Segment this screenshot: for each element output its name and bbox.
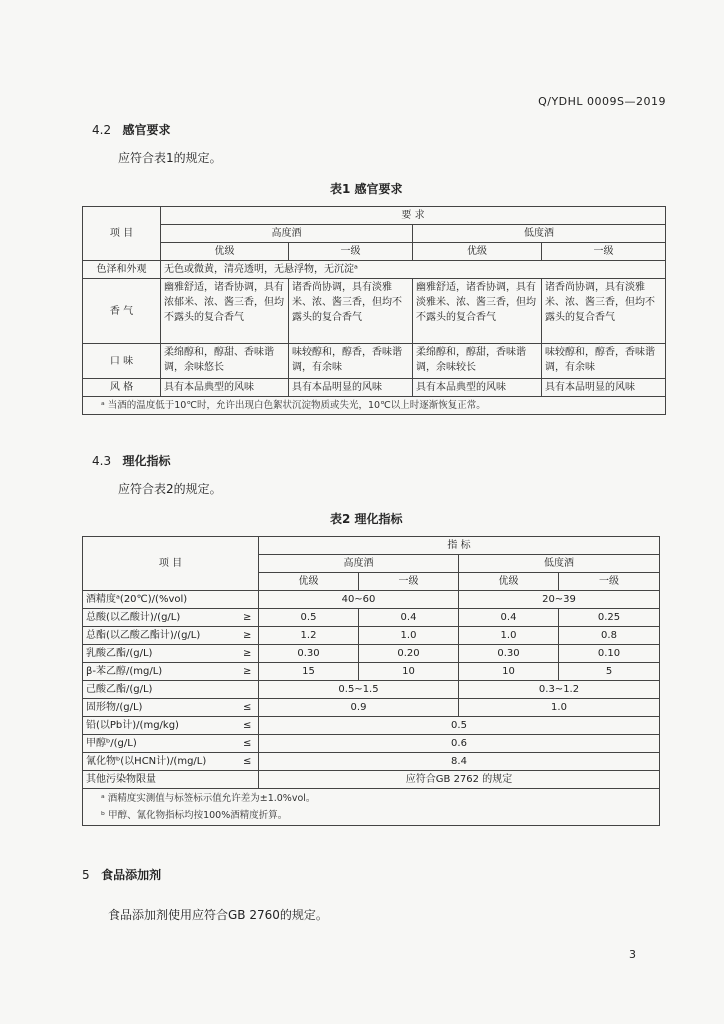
row-op: ≤: [237, 753, 259, 771]
row-item: 总酯(以乙酸乙酯计)/(g/L): [83, 627, 237, 645]
grade-a-header: 优级: [459, 573, 559, 591]
cell: 1.0: [459, 699, 660, 717]
col-item-header: 项 目: [83, 207, 161, 261]
high-alcohol-header: 高度酒: [161, 225, 413, 243]
cell: 0.5: [259, 717, 660, 735]
row-op: ≥: [237, 627, 259, 645]
row-op: ≤: [237, 717, 259, 735]
section-number: 4.2: [92, 123, 112, 137]
section-5-text: 食品添加剂使用应符合GB 2760的规定。: [108, 908, 328, 922]
table-note-b: ᵇ 甲醇、氰化物指标均按100%酒精度折算。: [101, 810, 288, 821]
row-op: [237, 681, 259, 699]
grade-b-header: 一级: [542, 243, 666, 261]
table-row: [83, 771, 660, 789]
section-4-2-text: 应符合表1的规定。: [118, 151, 222, 165]
table-row: [83, 344, 666, 379]
cell: 柔绵醇和，醇甜，香味谐调，余味较长: [413, 344, 542, 379]
table-row: [83, 753, 660, 771]
row-op: ≤: [237, 699, 259, 717]
cell: 无色或微黄，清亮透明，无悬浮物，无沉淀ᵃ: [161, 261, 666, 279]
cell: 幽雅舒适，诸香协调，具有淡雅米、浓、酱三香，但均不露头的复合香气: [413, 279, 542, 344]
grade-b-header: 一级: [559, 573, 660, 591]
row-item: 色泽和外观: [83, 261, 161, 279]
cell: 8.4: [259, 753, 660, 771]
row-item: 风 格: [83, 379, 161, 397]
cell: 具有本品明显的风味: [289, 379, 413, 397]
cell: 味较醇和，醇香，香味谐调，有余味: [542, 344, 666, 379]
cell: 10: [359, 663, 459, 681]
row-op: ≥: [237, 609, 259, 627]
sensory-table: [82, 206, 666, 415]
table-row: [83, 379, 666, 397]
grade-a-header: 优级: [161, 243, 289, 261]
cell: 具有本品典型的风味: [413, 379, 542, 397]
table-row: [83, 591, 660, 609]
row-item: 氰化物ᵇ(以HCN计)/(mg/L): [83, 753, 237, 771]
cell: 应符合GB 2762 的规定: [259, 771, 660, 789]
table-notes: [83, 789, 660, 826]
section-title: 理化指标: [122, 454, 171, 468]
table-row: [83, 699, 660, 717]
cell: 0.30: [259, 645, 359, 663]
section-4-2-heading: [92, 121, 171, 138]
cell: 0.8: [559, 627, 660, 645]
high-alcohol-header: 高度酒: [259, 555, 459, 573]
row-item: 其他污染物限量: [83, 771, 237, 789]
col-req-header: 要 求: [161, 207, 666, 225]
row-op: [237, 591, 259, 609]
row-item: 酒精度ᵃ(20℃)/(%vol): [83, 591, 237, 609]
table-row: [83, 717, 660, 735]
grade-b-header: 一级: [289, 243, 413, 261]
row-item: 总酸(以乙酸计)/(g/L): [83, 609, 237, 627]
table-row: [83, 735, 660, 753]
cell: 0.30: [459, 645, 559, 663]
row-item: 甲醇ᵇ/(g/L): [83, 735, 237, 753]
grade-a-header: 优级: [413, 243, 542, 261]
table-row: [83, 279, 666, 344]
section-number: 5: [82, 868, 90, 882]
cell: 幽雅舒适，诸香协调，具有浓郁米、浓、酱三香，但均不露头的复合香气: [161, 279, 289, 344]
section-4-3-text: 应符合表2的规定。: [118, 482, 222, 496]
cell: 0.6: [259, 735, 660, 753]
table-row: [83, 609, 660, 627]
section-5-heading: [82, 866, 161, 883]
cell: 诸香尚协调，具有淡雅米、浓、酱三香，但均不露头的复合香气: [289, 279, 413, 344]
low-alcohol-header: 低度酒: [413, 225, 666, 243]
cell: 1.0: [359, 627, 459, 645]
cell: 5: [559, 663, 660, 681]
cell: 味较醇和，醇香，香味谐调，有余味: [289, 344, 413, 379]
row-item: β-苯乙醇/(mg/L): [83, 663, 237, 681]
row-op: ≥: [237, 645, 259, 663]
cell: 具有本品明显的风味: [542, 379, 666, 397]
low-alcohol-header: 低度酒: [459, 555, 660, 573]
cell: 15: [259, 663, 359, 681]
cell: 0.10: [559, 645, 660, 663]
cell: 10: [459, 663, 559, 681]
table-row: [83, 663, 660, 681]
cell: 1.0: [459, 627, 559, 645]
section-title: 感官要求: [122, 123, 171, 137]
grade-b-header: 一级: [359, 573, 459, 591]
table-note: ᵃ 当酒的温度低于10℃时，允许出现白色絮状沉淀物质或失光，10℃以上时逐渐恢复正常。: [83, 397, 666, 415]
section-4-3-heading: [92, 452, 171, 469]
row-item: 乳酸乙酯/(g/L): [83, 645, 237, 663]
table-note-a: ᵃ 酒精度实测值与标签标示值允许差为±1.0%vol。: [101, 793, 316, 804]
cell: 0.4: [359, 609, 459, 627]
cell: 0.3~1.2: [459, 681, 660, 699]
cell: 0.5: [259, 609, 359, 627]
page-number: 3: [629, 948, 636, 961]
cell: 具有本品典型的风味: [161, 379, 289, 397]
table-row: [83, 627, 660, 645]
table1-caption: 表1 感官要求: [330, 182, 403, 196]
row-item: 香 气: [83, 279, 161, 344]
col-ind-header: 指 标: [259, 537, 660, 555]
cell: 0.4: [459, 609, 559, 627]
row-item: 固形物/(g/L): [83, 699, 237, 717]
row-item: 铅(以Pb计)/(mg/kg): [83, 717, 237, 735]
row-op: ≤: [237, 735, 259, 753]
col-item-header: 项 目: [83, 537, 259, 591]
row-item: 口 味: [83, 344, 161, 379]
row-item: 己酸乙酯/(g/L): [83, 681, 237, 699]
cell: 20~39: [459, 591, 660, 609]
table-row: [83, 645, 660, 663]
row-op: ≥: [237, 663, 259, 681]
table-row: [83, 261, 666, 279]
cell: 诸香尚协调，具有淡雅米、浓、酱三香，但均不露头的复合香气: [542, 279, 666, 344]
grade-a-header: 优级: [259, 573, 359, 591]
cell: 0.25: [559, 609, 660, 627]
physicochemical-table: [82, 536, 660, 826]
cell: 1.2: [259, 627, 359, 645]
cell: 0.5~1.5: [259, 681, 459, 699]
row-op: [237, 771, 259, 789]
cell: 0.20: [359, 645, 459, 663]
section-number: 4.3: [92, 454, 112, 468]
cell: 40~60: [259, 591, 459, 609]
table2-caption: 表2 理化指标: [330, 512, 403, 526]
cell: 柔绵醇和，醇甜、香味谐调，余味悠长: [161, 344, 289, 379]
cell: 0.9: [259, 699, 459, 717]
doc-code: Q/YDHL 0009S—2019: [538, 95, 666, 108]
table-row: [83, 681, 660, 699]
section-title: 食品添加剂: [101, 868, 162, 882]
